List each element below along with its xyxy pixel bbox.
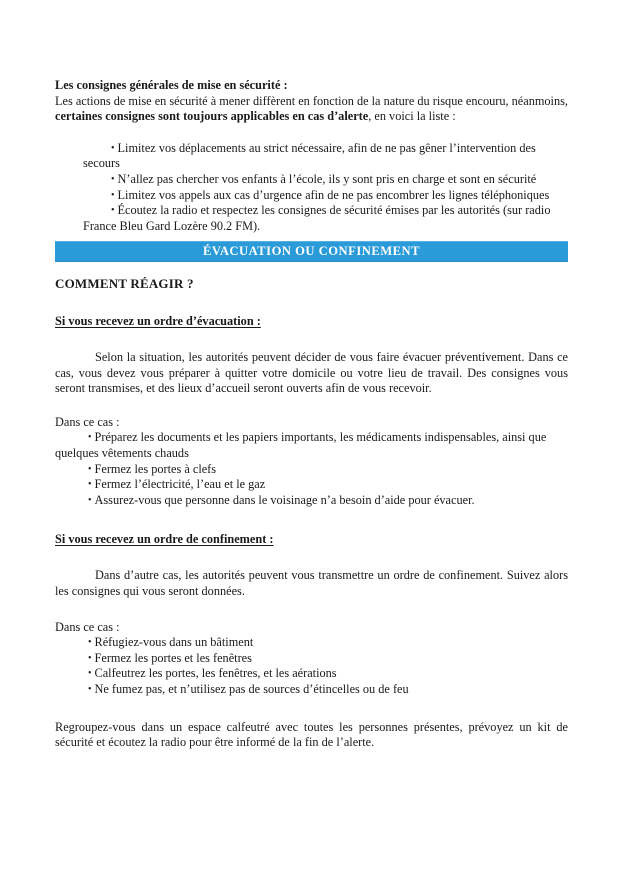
list-item bbox=[88, 477, 568, 493]
bullet-icon: • bbox=[88, 479, 92, 491]
bullet-icon: • bbox=[88, 494, 92, 506]
list-item bbox=[88, 666, 568, 682]
list-item bbox=[88, 462, 568, 478]
list-item-label: Assurez-vous que personne dans le voisinage n’a besoin d’aide pour évacuer. bbox=[94, 492, 475, 507]
evacuation-paragraph: Selon la situation, les autorités peuvent décider de vous faire évacuer préventivement. Dans ce cas, vous devez vous préparer à quitter votre domicile ou votre lieu de travail. Des consignes vous seront transmises, et des lieux d’accueil seront ouverts afin de vous recevoir. bbox=[55, 350, 568, 396]
bullet-icon: • bbox=[88, 683, 92, 695]
list-item-label: Limitez vos appels aux cas d’urgence afin de ne pas encombrer les lignes téléphoniques bbox=[117, 187, 550, 202]
confinement-list-intro: Dans ce cas : bbox=[55, 619, 120, 634]
intro-text-part2: , en voici la liste : bbox=[368, 109, 456, 124]
comment-reagir-heading: COMMENT RÉAGIR ? bbox=[55, 276, 194, 291]
section-consignes-generales bbox=[55, 78, 568, 234]
list-item bbox=[83, 172, 568, 188]
evacuation-list-intro: Dans ce cas : bbox=[55, 414, 120, 429]
document-content bbox=[55, 78, 568, 234]
list-item-label: Préparez les documents et les papiers importants, les médicaments indispensables, ainsi que quelques vêtements chauds bbox=[55, 430, 547, 460]
bullet-icon: • bbox=[88, 463, 92, 475]
bullet-icon: • bbox=[88, 637, 92, 649]
evacuation-list bbox=[55, 430, 568, 508]
spacer bbox=[55, 548, 568, 568]
bullet-icon: • bbox=[111, 189, 115, 201]
list-item bbox=[88, 635, 568, 651]
list-item-label: N’allez pas chercher vos enfants à l’école, ils y sont pris en charge et sont en sécurité bbox=[117, 171, 537, 186]
spacer bbox=[55, 508, 568, 530]
closing-paragraph: Regroupez-vous dans un espace calfeutré avec toutes les personnes présentes, prévoyez un kit de sécurité et écoutez la radio pour être informé de la fin de l’alerte. bbox=[55, 719, 568, 750]
spacer bbox=[55, 125, 568, 141]
section-confinement bbox=[55, 530, 568, 697]
evacuation-heading: Si vous recevez un ordre d’évacuation : bbox=[55, 314, 261, 328]
bullet-icon: • bbox=[88, 668, 92, 680]
intro-text-emphasis: certaines consignes sont toujours applicables en cas d’alerte bbox=[55, 109, 369, 124]
bullet-icon: • bbox=[111, 173, 115, 185]
bullet-icon: • bbox=[88, 432, 92, 444]
consignes-generales-list bbox=[83, 141, 568, 235]
list-item bbox=[88, 651, 568, 667]
list-item bbox=[83, 188, 568, 204]
document-content-lower bbox=[55, 276, 568, 751]
confinement-list bbox=[88, 635, 568, 697]
list-item-label: Écoutez la radio et respectez les consignes de sécurité émises par les autorités (sur radio France Bleu Gard Lozère 90.2 FM). bbox=[83, 203, 551, 233]
section-evacuation bbox=[55, 312, 568, 508]
confinement-paragraph: Dans d’autre cas, les autorités peuvent vous transmettre un ordre de confinement. Suivez alors les consignes qui vous seront données. bbox=[55, 568, 568, 598]
bullet-icon: • bbox=[111, 142, 115, 154]
list-item bbox=[88, 682, 568, 698]
section-banner-evacuation-confinement bbox=[55, 241, 568, 262]
bullet-icon: • bbox=[111, 205, 115, 217]
spacer bbox=[55, 330, 568, 350]
intro-text-part1: Les actions de mise en sécurité à mener diffèrent en fonction de la nature du risque encouru, néanmoins, bbox=[55, 93, 568, 108]
bullet-icon: • bbox=[88, 652, 92, 664]
list-item-label: Ne fumez pas, et n’utilisez pas de sources d’étincelles ou de feu bbox=[94, 681, 409, 696]
list-item-label: Calfeutrez les portes, les fenêtres, et les aérations bbox=[94, 666, 337, 681]
list-item-label: Fermez l’électricité, l’eau et le gaz bbox=[94, 477, 266, 492]
consignes-generales-intro bbox=[55, 94, 568, 125]
spacer bbox=[55, 698, 568, 720]
confinement-heading: Si vous recevez un ordre de confinement : bbox=[55, 532, 274, 547]
list-item-label: Fermez les portes à clefs bbox=[94, 461, 217, 476]
spacer bbox=[55, 292, 568, 312]
list-item-label: Limitez vos déplacements au strict nécessaire, afin de ne pas gêner l’intervention des secours bbox=[83, 140, 536, 171]
list-item-label: Réfugiez-vous dans un bâtiment bbox=[94, 635, 254, 650]
list-item bbox=[88, 493, 568, 509]
banner-title: ÉVACUATION OU CONFINEMENT bbox=[202, 244, 421, 259]
list-item-label: Fermez les portes et les fenêtres bbox=[94, 650, 252, 665]
list-item bbox=[55, 430, 568, 461]
spacer bbox=[55, 600, 568, 620]
list-item bbox=[83, 141, 568, 172]
list-item bbox=[83, 203, 568, 234]
consignes-generales-heading: Les consignes générales de mise en sécurité : bbox=[55, 78, 288, 92]
spacer bbox=[55, 397, 568, 415]
